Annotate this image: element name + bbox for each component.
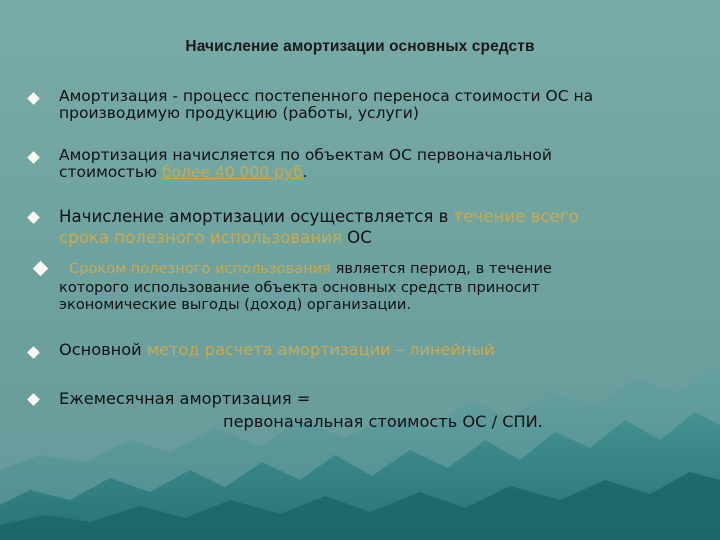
list-item-line: Амортизация - процесс постепенного переноса стоимости ОС на bbox=[59, 87, 594, 105]
list-item-text: Начисление амортизации осуществляется в bbox=[59, 207, 454, 226]
list-item-line bbox=[59, 260, 552, 278]
list-item-line bbox=[59, 227, 579, 248]
list-item-line: производимую продукцию (работы, услуги) bbox=[59, 104, 419, 122]
list-item-text: . bbox=[302, 163, 308, 181]
list-item bbox=[59, 86, 593, 123]
page-title: Начисление амортизации основных средств bbox=[185, 38, 535, 55]
highlight-text: метод расчета амортизации – линейный bbox=[146, 340, 495, 359]
list-item-text: стоимостью bbox=[59, 163, 162, 181]
list-item-line: первоначальная стоимость ОС / СПИ. bbox=[223, 412, 543, 431]
list-item bbox=[59, 145, 552, 182]
highlight-text: течение всего bbox=[453, 207, 579, 226]
list-item-line: Амортизация начисляется по объектам ОС первоначальной bbox=[59, 146, 552, 164]
list-item-line: экономические выгоды (доход) организации. bbox=[59, 296, 412, 313]
list-item bbox=[59, 387, 543, 433]
highlight-text: срока полезного использования bbox=[59, 228, 342, 247]
list-item-line: Ежемесячная амортизация = bbox=[59, 389, 311, 408]
highlight-text: Сроком полезного использования bbox=[69, 260, 331, 277]
list-item-text: является период, в течение bbox=[330, 260, 552, 277]
list-item-line bbox=[59, 206, 579, 227]
list-item bbox=[59, 260, 552, 314]
list-item-text: ОС bbox=[341, 228, 372, 247]
list-item-line bbox=[59, 162, 552, 182]
list-item-line: которого использование объекта основных средств приносит bbox=[59, 278, 540, 296]
list-item bbox=[59, 206, 579, 248]
list-item bbox=[59, 340, 495, 360]
list-item-text: Основной bbox=[59, 340, 147, 359]
highlight-text: более 40 000 руб bbox=[161, 163, 303, 181]
list-item-line bbox=[59, 340, 495, 360]
